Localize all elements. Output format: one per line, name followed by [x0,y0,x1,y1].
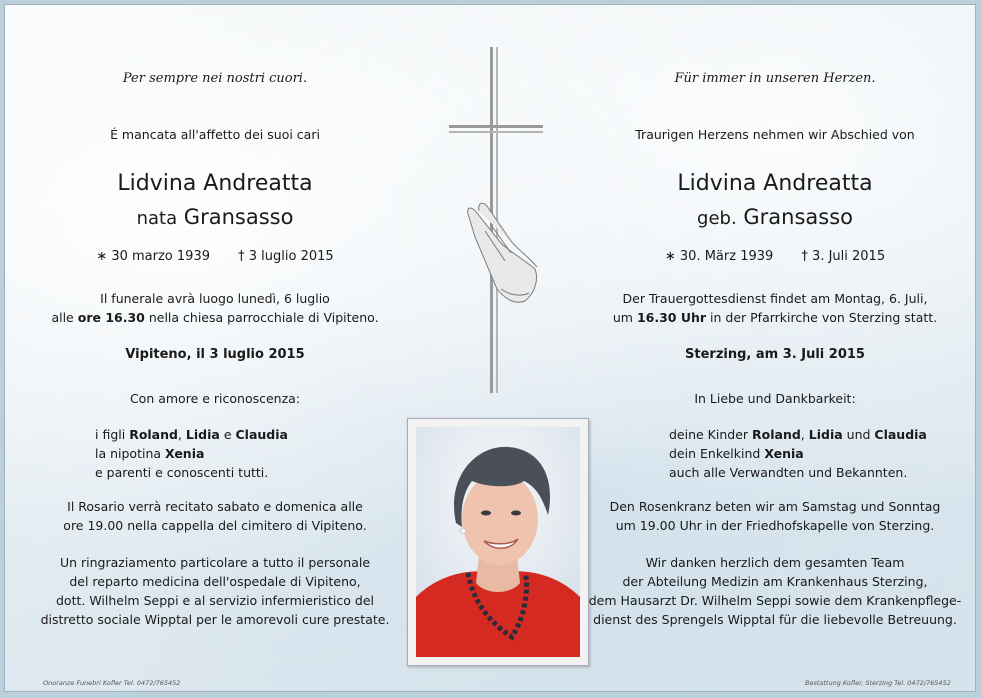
german-funeral-post: in der Pfarrkirche von Sterzing statt. [706,310,938,325]
german-birth-date: ∗ 30. März 1939 [664,249,774,264]
german-thanks: In Liebe und Dankbarkeit: [694,391,856,406]
italian-ack-line4: distretto sociale Wipptal per le amorevoli cure prestate. [40,612,390,627]
italian-funeral-time: ore 16.30 [77,310,145,325]
german-funeral-line2 [565,308,982,327]
italian-funeral-line1: Il funerale avrà luogo lunedì, 6 luglio [100,291,330,306]
italian-dates [5,249,425,264]
italian-rosary-line2: ore 19.00 nella cappella del cimitero di Vipiteno. [63,518,367,533]
german-funeral-line1: Der Trauergottesdienst findet am Montag, 6. Juli, [622,291,928,306]
italian-rosary-line1: Il Rosario verrà recitato sabato e domenica alle [67,499,363,514]
italian-funeral-info [5,289,425,327]
italian-maiden-prefix: nata [136,208,178,229]
german-sep-2: und [842,427,875,442]
german-family-children [669,425,927,444]
italian-intro: É mancata all'affetto dei suoi cari [110,127,320,142]
german-rosary-info [565,497,982,535]
italian-child-2: Lidia [185,427,220,442]
italian-sep-1: , [177,427,186,442]
portrait-image [416,427,580,657]
italian-child-1: Roland [129,427,178,442]
german-rosary-line2: um 19.00 Uhr in der Friedhofskapelle von Sterzing. [615,518,935,533]
german-rosary-line1: Den Rosenkranz beten wir am Samstag und Sonntag [609,499,941,514]
italian-maiden-name [5,205,425,229]
cross-with-praying-hands-icon [445,47,555,397]
italian-thanks: Con amore e riconoscenza: [129,391,301,406]
german-dates [565,249,982,264]
german-child-2: Lidia [808,427,843,442]
italian-motto: Per sempre nei nostri cuori. [122,71,308,86]
german-intro: Traurigen Herzens nehmen wir Abschied von [635,127,915,142]
italian-birth-date: ∗ 30 marzo 1939 [96,249,210,264]
german-grandchild-name: Xenia [764,446,804,461]
italian-family-children [95,425,288,444]
italian-family-list [95,425,288,482]
german-sep-1: , [800,427,809,442]
german-family-list [669,425,927,482]
german-maiden-name [565,205,982,229]
italian-ack-line1: Un ringraziamento particolare a tutto il personale [59,555,371,570]
german-ack-line3: dem Hausarzt Dr. Wilhelm Seppi sowie dem Krankenpflege- [588,593,962,608]
german-child-1: Roland [752,427,801,442]
german-ack-line2: der Abteilung Medizin am Krankenhaus Sterzing, [622,574,928,589]
german-family-grandchild [669,444,927,463]
german-family-relatives: auch alle Verwandten und Bekannten. [669,465,908,480]
italian-family-grandchild [95,444,288,463]
german-ack-line1: Wir danken herzlich dem gesamten Team [645,555,905,570]
death-notice-card [4,4,976,692]
italian-place-date: Vipiteno, il 3 luglio 2015 [125,347,305,362]
german-children-pre: deine Kinder [669,427,753,442]
german-child-3: Claudia [874,427,927,442]
german-motto: Für immer in unseren Herzen. [674,71,876,86]
italian-funeral-post: nella chiesa parrocchiale di Vipiteno. [144,310,379,325]
italian-ack-line2: del reparto medicina dell'ospedale di Vipiteno, [69,574,361,589]
german-grandchild-pre: dein Enkelkind [669,446,765,461]
italian-child-3: Claudia [235,427,288,442]
german-funeral-info [565,289,982,327]
german-place-date: Sterzing, am 3. Juli 2015 [685,347,865,362]
italian-grandchild-name: Xenia [165,446,205,461]
german-funeral-time: 16.30 Uhr [636,310,707,325]
german-footer: Bestattung Kofler, Sterzing Tel. 0472/765452 [805,679,951,687]
italian-deceased-name: Lidvina Andreatta [117,171,313,196]
italian-footer: Onoranze Funebri Kofler Tel. 0472/765452 [43,679,181,687]
german-maiden-surname: Gransasso [743,205,853,229]
italian-sep-2: e [219,427,236,442]
german-death-date: † 3. Juli 2015 [801,249,886,264]
italian-maiden-surname: Gransasso [183,205,294,229]
german-deceased-name: Lidvina Andreatta [677,171,873,196]
german-maiden-prefix: geb. [697,208,737,229]
portrait-frame [407,418,589,666]
german-ack-line4: dienst des Sprengels Wipptal für die liebevolle Betreuung. [593,612,957,627]
portrait-photo [416,427,580,657]
italian-death-date: † 3 luglio 2015 [238,249,334,264]
german-acknowledgement [565,553,982,629]
italian-funeral-pre: alle [51,310,78,325]
german-funeral-pre: um [612,310,637,325]
italian-family-relatives: e parenti e conoscenti tutti. [95,465,269,480]
italian-grandchild-pre: la nipotina [95,446,166,461]
italian-ack-line3: dott. Wilhelm Seppi e al servizio infermieristico del [55,593,374,608]
italian-rosary-info [5,497,425,535]
italian-children-pre: i figli [95,427,130,442]
italian-acknowledgement [5,553,425,629]
italian-funeral-line2 [5,308,425,327]
